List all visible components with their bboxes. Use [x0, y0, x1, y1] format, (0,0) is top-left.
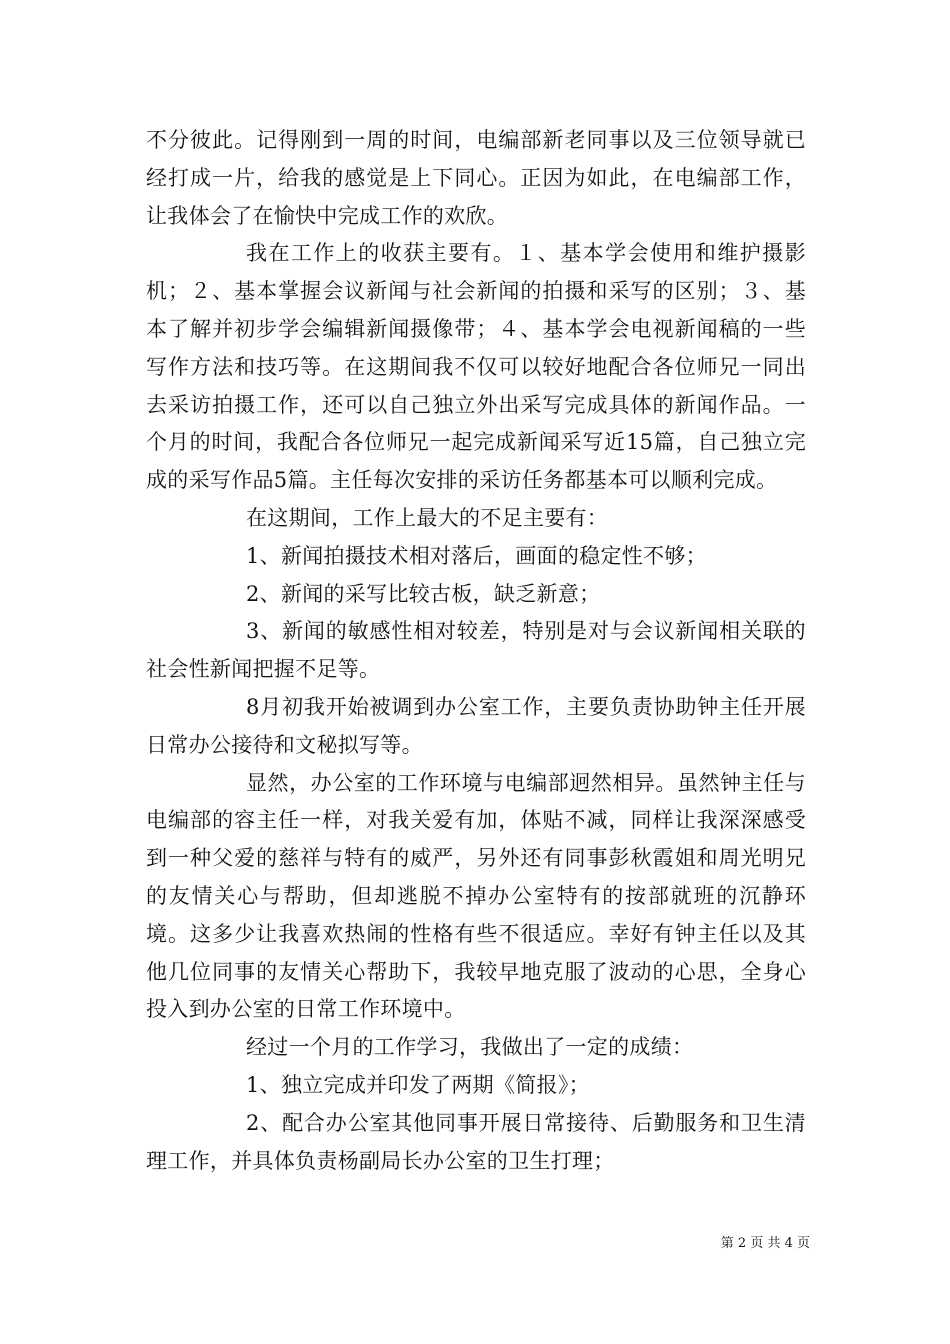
paragraph-continuation: 不分彼此。记得刚到一周的时间，电编部新老同事以及三位领导就已经打成一片，给我的感觉是上下同心。正因为如此，在电编部工作，让我体会了在愉快中完成工作的欢欣。 — [146, 128, 806, 228]
paragraph-office-transfer: 8月初我开始被调到办公室工作，主要负责协助钟主任开展日常办公接待和文秘拟写等。 — [146, 694, 806, 757]
list-item-shortcoming-3: 3、新闻的敏感性相对较差，特别是对与会议新闻相关联的社会性新闻把握不足等。 — [146, 619, 806, 682]
paragraph-gains: 我在工作上的收获主要有。１、基本学会使用和维护摄影机；２、基本掌握会议新闻与社会新闻的拍摄和采写的区别；３、基本了解并初步学会编辑新闻摄像带；４、基本学会电视新闻稿的一些写作方法和技巧等。在这期间我不仅可以较好地配合各位师兄一同出去采访拍摄工作，还可以自己独立外出采写完成具体的新闻作品。一个月的时间，我配合各位师兄一起完成新闻采写近15篇，自己独立完成的采写作品5篇。主任每次安排的采访任务都基本可以顺利完成。 — [146, 241, 806, 493]
list-item-achievement-1: 1、独立完成并印发了两期《简报》； — [246, 1072, 590, 1097]
paragraph-achievements-intro: 经过一个月的工作学习，我做出了一定的成绩： — [246, 1035, 694, 1060]
page-number: 第 2 页 共 4 页 — [720, 1236, 810, 1251]
list-item-shortcoming-1: 1、新闻拍摄技术相对落后，画面的稳定性不够； — [246, 543, 707, 568]
document-body — [146, 122, 806, 1180]
list-item-shortcoming-2: 2、新闻的采写比较古板，缺乏新意； — [246, 581, 601, 606]
list-item-achievement-2: 2、配合办公室其他同事开展日常接待、后勤服务和卫生清理工作，并具体负责杨副局长办公室的卫生打理； — [146, 1110, 806, 1173]
paragraph-shortcomings-intro: 在这期间，工作上最大的不足主要有： — [246, 505, 609, 530]
paragraph-office-environment: 显然，办公室的工作环境与电编部迥然相异。虽然钟主任与电编部的容主任一样，对我关爱有加，体贴不减，同样让我深深感受到一种父爱的慈祥与特有的威严，另外还有同事彭秋霞姐和周光明兄的友情关心与帮助，但却逃脱不掉办公室特有的按部就班的沉静环境。这多少让我喜欢热闹的性格有些不很适应。幸好有钟主任以及其他几位同事的友情关心帮助下，我较早地克服了波动的心思，全身心投入到办公室的日常工作环境中。 — [146, 770, 806, 1022]
